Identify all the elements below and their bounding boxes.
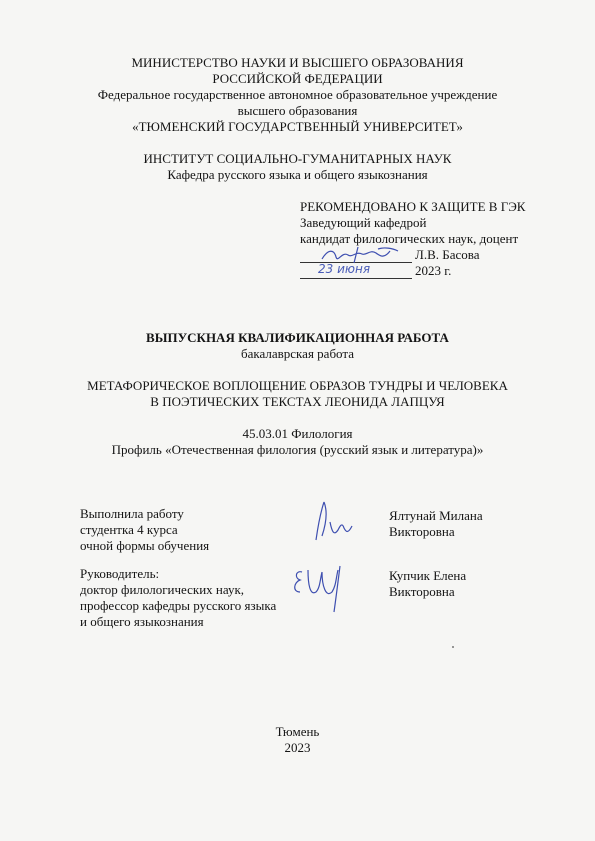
head-name: Л.В. Басова	[415, 247, 480, 262]
supervisor-name-1: Купчик Елена	[389, 568, 467, 583]
specialty-code: 45.03.01 Филология	[242, 426, 353, 441]
author-name-2: Викторовна	[389, 524, 455, 539]
supervisor-name-2: Викторовна	[389, 584, 455, 599]
institution-line-1: Федеральное государственное автономное образовательное учреждение	[97, 87, 498, 102]
approval-degree: кандидат филологических наук, доцент	[300, 231, 519, 246]
author-signature	[308, 496, 358, 546]
approval-title: РЕКОМЕНДОВАНО К ЗАЩИТЕ В ГЭК	[300, 199, 526, 214]
author-label-3: очной формы обучения	[80, 538, 210, 553]
author-label-1: Выполнила работу	[80, 506, 184, 521]
supervisor-label-3: профессор кафедры русского языка	[80, 598, 277, 613]
supervisor-signature	[290, 562, 360, 616]
handwritten-date: 23 июня	[318, 262, 371, 276]
supervisor-label-4: и общего языкознания	[80, 614, 204, 629]
institution-line-2: высшего образования	[237, 103, 358, 118]
ministry-line-2: РОССИЙСКОЙ ФЕДЕРАЦИИ	[212, 71, 383, 86]
institute-name: ИНСТИТУТ СОЦИАЛЬНО-ГУМАНИТАРНЫХ НАУК	[143, 151, 452, 166]
department-name: Кафедра русского языка и общего языкознания	[167, 167, 428, 182]
footer-city: Тюмень	[275, 724, 320, 739]
supervisor-label-1: Руководитель:	[80, 566, 160, 581]
author-label-2: студентка 4 курса	[80, 522, 178, 537]
ministry-line-1: МИНИСТЕРСТВО НАУКИ И ВЫСШЕГО ОБРАЗОВАНИЯ	[131, 55, 464, 70]
approval-position: Заведующий кафедрой	[300, 215, 427, 230]
date-line	[300, 278, 412, 279]
footer-year: 2023	[284, 740, 311, 755]
supervisor-label-2: доктор филологических наук,	[80, 582, 245, 597]
university-name: «ТЮМЕНСКИЙ ГОСУДАРСТВЕННЫЙ УНИВЕРСИТЕТ»	[132, 119, 463, 134]
work-type: ВЫПУСКНАЯ КВАЛИФИКАЦИОННАЯ РАБОТА	[146, 330, 449, 345]
work-title-line-1: МЕТАФОРИЧЕСКОЕ ВОПЛОЩЕНИЕ ОБРАЗОВ ТУНДРЫ И ЧЕЛОВЕКА	[87, 378, 508, 393]
work-subtype: бакалаврская работа	[241, 346, 354, 361]
author-name-1: Ялтунай Милана	[389, 508, 483, 523]
work-title-line-2: В ПОЭТИЧЕСКИХ ТЕКСТАХ ЛЕОНИДА ЛАПЦУЯ	[150, 394, 445, 409]
approval-year: 2023 г.	[415, 263, 452, 278]
specialty-profile: Профиль «Отечественная филология (русский язык и литература)»	[111, 442, 484, 457]
scan-speck	[452, 646, 454, 648]
